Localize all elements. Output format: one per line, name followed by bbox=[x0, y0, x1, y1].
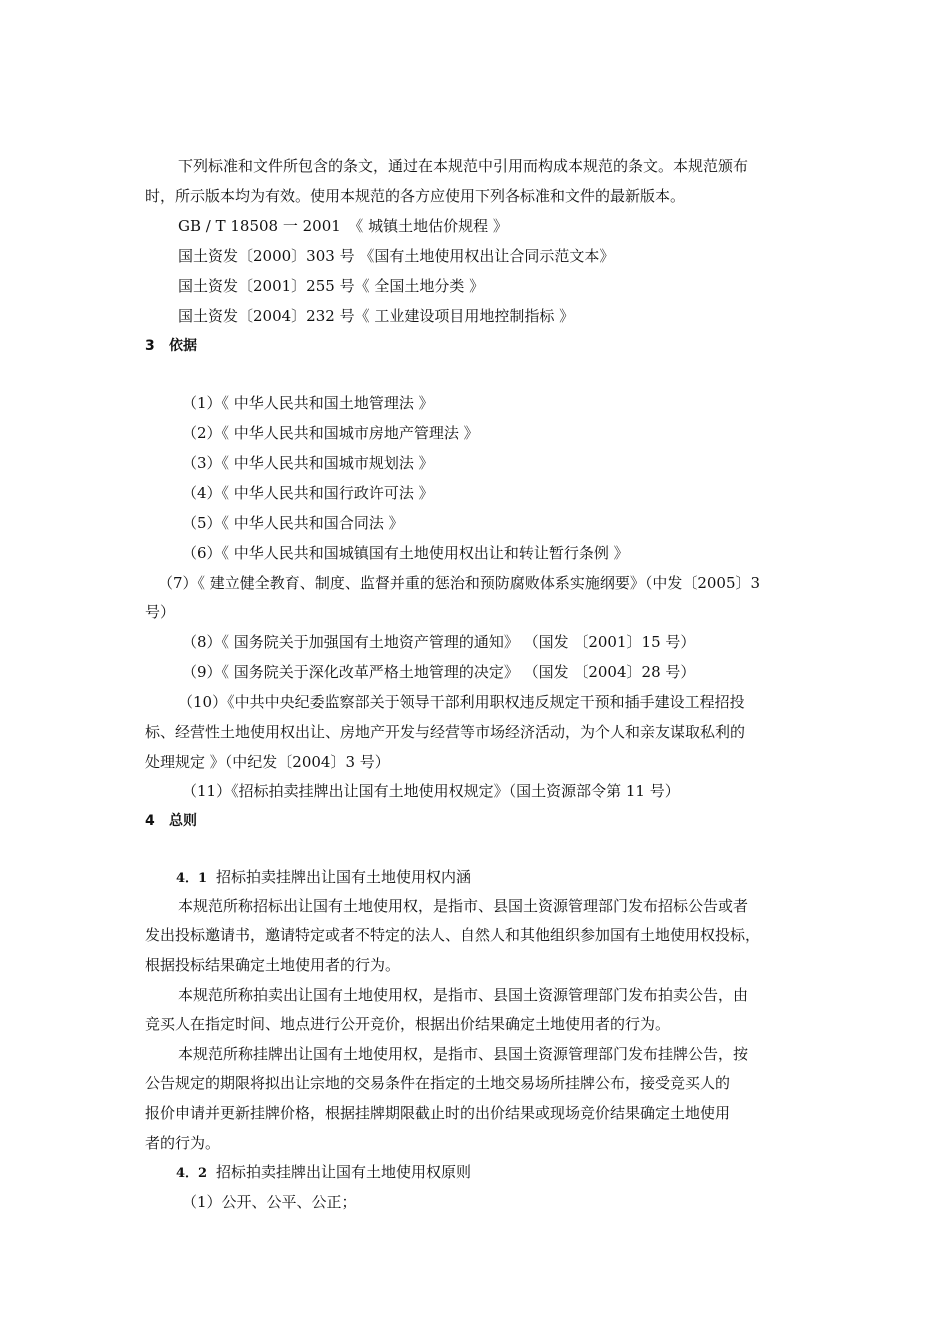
basis-item: （8）《 国务院关于加强国有土地资产管理的通知》 （国发 〔2001〕15 号） bbox=[182, 633, 696, 651]
section-3-heading bbox=[145, 336, 197, 356]
section-number: 3 bbox=[145, 338, 155, 354]
basis-item: （7）《 建立健全教育、制度、监督并重的惩治和预防腐败体系实施纲要》（中发〔2005〕3 bbox=[158, 574, 761, 592]
basis-item: （4）《 中华人民共和国行政许可法 》 bbox=[182, 484, 434, 502]
section-title: 依据 bbox=[169, 338, 197, 354]
basis-item: （10）《中共中央纪委监察部关于领导干部利用职权违反规定干预和插手建设工程招投 bbox=[178, 693, 745, 711]
basis-item: （3）《 中华人民共和国城市规划法 》 bbox=[182, 454, 434, 472]
basis-item-continuation: 号） bbox=[145, 603, 176, 621]
basis-item: （11）《招标拍卖挂牌出让国有土地使用权规定》（国土资源部令第 11 号） bbox=[182, 782, 680, 800]
reference-item: 国土资发〔2004〕232 号《 工业建设项目用地控制指标 》 bbox=[178, 307, 575, 325]
paragraph-line: 本规范所称招标出让国有土地使用权，是指市、县国土资源管理部门发布招标公告或者 bbox=[178, 897, 749, 915]
paragraph-line: 本规范所称挂牌出让国有土地使用权，是指市、县国土资源管理部门发布挂牌公告，按 bbox=[178, 1045, 749, 1063]
reference-item: 国土资发〔2000〕303 号 《国有土地使用权出让合同示范文本》 bbox=[178, 247, 615, 265]
section-number: 4 bbox=[145, 813, 155, 829]
paragraph-line: 者的行为。 bbox=[145, 1134, 221, 1152]
subsection-4-2-heading bbox=[176, 1162, 471, 1184]
basis-item: （1）《 中华人民共和国土地管理法 》 bbox=[182, 394, 434, 412]
paragraph-line: 根据投标结果确定土地使用者的行为。 bbox=[145, 956, 401, 974]
section-title: 总则 bbox=[169, 813, 197, 829]
paragraph-line: 发出投标邀请书，邀请特定或者不特定的法人、自然人和其他组织参加国有土地使用权投标， bbox=[145, 926, 761, 944]
basis-item: （5）《 中华人民共和国合同法 》 bbox=[182, 514, 404, 532]
principle-item: （1）公开、公平、公正； bbox=[182, 1193, 357, 1211]
basis-item: （6）《 中华人民共和国城镇国有土地使用权出让和转让暂行条例 》 bbox=[182, 544, 629, 562]
reference-item: 国土资发〔2001〕255 号《 全国土地分类 》 bbox=[178, 277, 485, 295]
paragraph-line: 本规范所称拍卖出让国有土地使用权，是指市、县国土资源管理部门发布拍卖公告，由 bbox=[178, 986, 749, 1004]
basis-item: （2）《 中华人民共和国城市房地产管理法 》 bbox=[182, 424, 479, 442]
references-intro-line: 时，所示版本均为有效。使用本规范的各方应使用下列各标准和文件的最新版本。 bbox=[145, 187, 686, 205]
subsection-4-1-heading bbox=[176, 867, 471, 889]
paragraph-line: 报价申请并更新挂牌价格，根据挂牌期限截止时的出价结果或现场竞价结果确定土地使用 bbox=[145, 1104, 731, 1122]
subsection-title: 招标拍卖挂牌出让国有土地使用权原则 bbox=[216, 1163, 472, 1181]
section-4-heading bbox=[145, 811, 197, 831]
paragraph-line: 竞买人在指定时间、地点进行公开竞价，根据出价结果确定土地使用者的行为。 bbox=[145, 1015, 671, 1033]
subsection-title: 招标拍卖挂牌出让国有土地使用权内涵 bbox=[216, 868, 472, 886]
subsection-number: 4．2 bbox=[176, 1166, 208, 1181]
basis-item-continuation: 处理规定 》（中纪发〔2004〕3 号） bbox=[145, 753, 390, 771]
references-intro-line: 下列标准和文件所包含的条文，通过在本规范中引用而构成本规范的条文。本规范颁布 bbox=[178, 157, 749, 175]
subsection-number: 4．1 bbox=[176, 871, 208, 886]
basis-item-continuation: 标、经营性土地使用权出让、房地产开发与经营等市场经济活动，为个人和亲友谋取私利的 bbox=[145, 723, 746, 741]
reference-item: GB / T 18508 一 2001 《 城镇土地估价规程 》 bbox=[178, 217, 508, 235]
basis-item: （9）《 国务院关于深化改革严格土地管理的决定》 （国发 〔2004〕28 号） bbox=[182, 663, 696, 681]
paragraph-line: 公告规定的期限将拟出让宗地的交易条件在指定的土地交易场所挂牌公布，接受竞买人的 bbox=[145, 1074, 731, 1092]
